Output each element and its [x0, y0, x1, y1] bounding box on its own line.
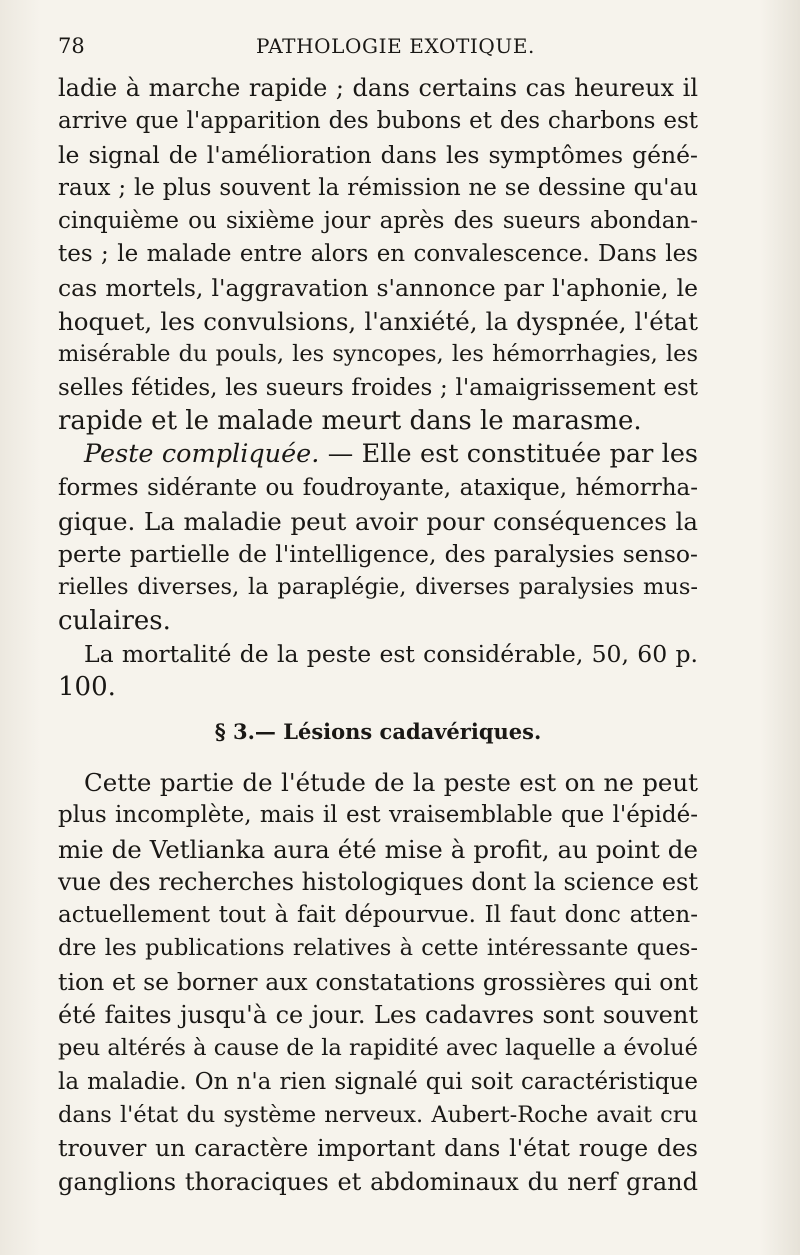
- text-line: [58, 438, 698, 471]
- text-line: peu altérés à cause de la rapidité avec laquelle a évolué: [58, 1035, 698, 1062]
- text-line: arrive que l'apparition des bubons et des charbons est: [58, 108, 698, 135]
- text-line: dans l'état du système nerveux. Aubert-Roche avait cru: [58, 1101, 698, 1128]
- text-line: ladie à marche rapide ; dans certains cas heureux il: [58, 74, 698, 102]
- text-line: cinquième ou sixième jour après des sueurs abondan-: [58, 208, 698, 235]
- paragraph-course-of-disease: [58, 72, 698, 438]
- text-line: tes ; le malade entre alors en convalescence. Dans les: [58, 241, 698, 268]
- text-line: misérable du pouls, les syncopes, les hémorrhagies, les: [58, 341, 698, 368]
- text-line: Cette partie de l'étude de la peste est on ne peut: [84, 767, 698, 797]
- text-line: hoquet, les convulsions, l'anxiété, la dyspnée, l'état: [58, 307, 698, 337]
- italic-term: Peste compliquée.: [84, 439, 320, 470]
- text-line: la maladie. On n'a rien signalé qui soit caractéristique: [58, 1068, 698, 1095]
- page-header: [58, 34, 698, 64]
- text-line: dre les publications relatives à cette intéressante ques-: [58, 935, 698, 962]
- page-number: 78: [58, 34, 85, 58]
- text-line: 100.: [58, 672, 116, 703]
- text-line: perte partielle de l'intelligence, des paralysies senso-: [58, 540, 698, 569]
- text-line: le signal de l'amélioration dans les symptômes géné-: [58, 140, 698, 169]
- text-line: culaires.: [58, 605, 171, 636]
- text-line: La mortalité de la peste est considérable, 50, 60 p.: [84, 640, 698, 669]
- section-heading: § 3.— Lésions cadavériques.: [214, 718, 542, 744]
- paragraph-lesions: [58, 766, 698, 1199]
- text-line: ganglions thoraciques et abdominaux du nerf grand: [58, 1167, 698, 1196]
- text-line: rapide et le malade meurt dans le marasme.: [58, 405, 642, 436]
- text-line: raux ; le plus souvent la rémission ne se dessine qu'au: [58, 174, 698, 201]
- paragraph-mortality: [58, 638, 698, 705]
- text-line: cas mortels, l'aggravation s'annonce par l'aphonie, le: [58, 273, 698, 302]
- text-line: formes sidérante ou foudroyante, ataxique, hémorrha-: [58, 474, 698, 501]
- text-line: été faites jusqu'à ce jour. Les cadavres sont souvent: [58, 1001, 698, 1030]
- body-text: [58, 72, 698, 1199]
- running-title: PATHOLOGIE EXOTIQUE.: [256, 34, 535, 58]
- text-fragment: — Elle est constituée par les: [319, 439, 698, 470]
- text-line: selles fétides, les sueurs froides ; l'amaigrissement est: [58, 374, 698, 401]
- text-line: plus incomplète, mais il est vraisemblable que l'épidé-: [58, 802, 698, 829]
- text-line: tion et se borner aux constatations grossières qui ont: [58, 967, 698, 996]
- text-line: vue des recherches histologiques dont la science est: [58, 867, 699, 896]
- text-line: rielles diverses, la paraplégie, diverses paralysies mus-: [58, 574, 698, 601]
- text-line: gique. La maladie peut avoir pour conséquences la: [58, 506, 698, 536]
- text-line: trouver un caractère important dans l'état rouge des: [58, 1134, 698, 1163]
- text-line: actuellement tout à fait dépourvue. Il faut donc atten-: [58, 902, 698, 929]
- text-line: mie de Vetlianka aura été mise à profit, au point de: [58, 834, 698, 864]
- paragraph-peste-compliquee: [58, 438, 698, 638]
